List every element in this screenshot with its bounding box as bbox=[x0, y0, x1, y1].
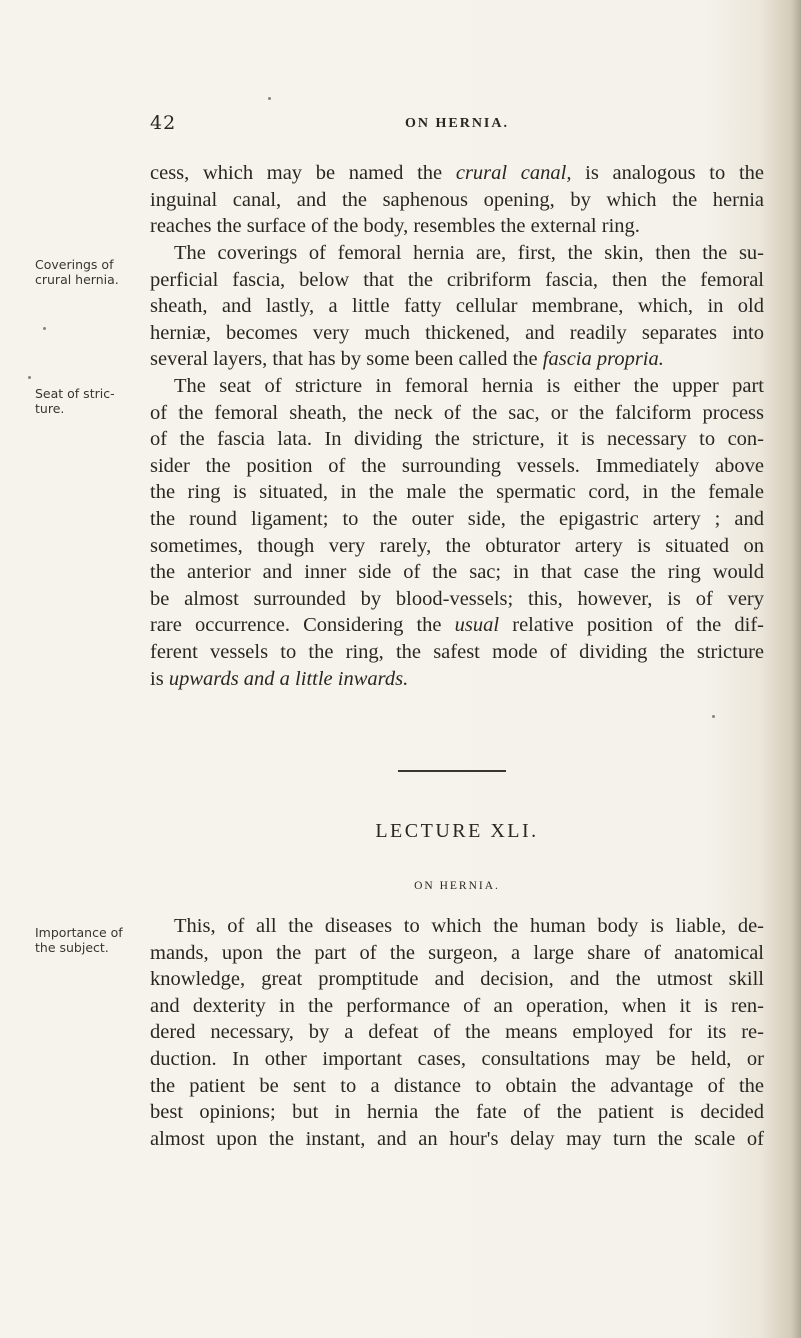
text-line: sider the position of the surrounding vessels. Immediately above bbox=[150, 454, 764, 477]
paper-speck bbox=[43, 327, 46, 330]
text-line: reaches the surface of the body, resembles the external ring. bbox=[150, 215, 640, 238]
running-head: ON HERNIA. bbox=[404, 116, 509, 131]
paragraph-seat-of-stricture bbox=[150, 373, 764, 692]
text-line: This, of all the diseases to which the human body is liable, de- bbox=[174, 915, 764, 937]
lecture-subtitle: ON HERNIA. bbox=[414, 880, 500, 892]
text-line: sheath, and lastly, a little fatty cellular membrane, which, in old bbox=[150, 295, 764, 318]
page-edge-shadow bbox=[791, 0, 801, 1338]
sidenote-seat-of-stricture: Seat of stric- ture. bbox=[35, 386, 115, 416]
text-line: sometimes, though very rarely, the obturator artery is situated on bbox=[150, 534, 764, 557]
text-line: duction. In other important cases, consultations may be held, or bbox=[150, 1047, 764, 1070]
text-line: the patient be sent to a distance to obtain the advantage of the bbox=[150, 1074, 764, 1097]
sidenote-importance: Importance of the subject. bbox=[35, 925, 123, 955]
text-line: several layers, that has by some been called the fascia propria. bbox=[150, 348, 664, 371]
text-line: The coverings of femoral hernia are, first, the skin, then the su- bbox=[174, 242, 764, 264]
sidenote-coverings: Coverings of crural hernia. bbox=[35, 257, 119, 287]
text-line: inguinal canal, and the saphenous opening, by which the hernia bbox=[150, 188, 764, 211]
text-line: cess, which may be named the crural canal, is analogous to the bbox=[150, 162, 764, 184]
text-line: The seat of stricture in femoral hernia is either the upper part bbox=[174, 375, 764, 397]
paragraph-coverings bbox=[150, 240, 764, 373]
text-line: the round ligament; to the outer side, the epigastric artery ; and bbox=[150, 507, 764, 530]
text-line: perficial fascia, below that the cribriform fascia, then the femoral bbox=[150, 268, 764, 291]
text-line: is upwards and a little inwards. bbox=[150, 667, 409, 690]
text-line: knowledge, great promptitude and decision, and the utmost skill bbox=[150, 968, 764, 991]
page-number: 42 bbox=[150, 112, 177, 134]
paragraph-importance bbox=[150, 913, 764, 1152]
paper-speck bbox=[268, 97, 271, 100]
text-line: and dexterity in the performance of an operation, when it is ren- bbox=[150, 994, 764, 1017]
paper-speck bbox=[712, 715, 715, 718]
paper-speck bbox=[28, 376, 31, 379]
text-line: rare occurrence. Considering the usual relative position of the dif- bbox=[150, 614, 764, 637]
text-line: of the femoral sheath, the neck of the sac, or the falciform process bbox=[150, 401, 764, 424]
page-header bbox=[150, 112, 764, 136]
text-line: ferent vessels to the ring, the safest mode of dividing the stricture bbox=[150, 640, 764, 663]
text-line: the anterior and inner side of the sac; in that case the ring would bbox=[150, 561, 764, 584]
text-line: best opinions; but in hernia the fate of the patient is decided bbox=[150, 1101, 764, 1124]
lecture-title: LECTURE XLI. bbox=[375, 820, 539, 842]
text-line: mands, upon the part of the surgeon, a large share of anatomical bbox=[150, 941, 764, 964]
section-divider-rule bbox=[398, 770, 506, 772]
text-line: almost upon the instant, and an hour's delay may turn the scale of bbox=[150, 1127, 764, 1150]
paragraph-crural-canal bbox=[150, 160, 764, 240]
text-line: be almost surrounded by blood-vessels; this, however, is of very bbox=[150, 587, 764, 610]
text-line: herniæ, becomes very much thickened, and readily separates into bbox=[150, 321, 764, 344]
text-line: dered necessary, by a defeat of the means employed for its re- bbox=[150, 1021, 764, 1044]
text-line: of the fascia lata. In dividing the stricture, it is necessary to con- bbox=[150, 428, 764, 451]
text-line: the ring is situated, in the male the spermatic cord, in the female bbox=[150, 481, 764, 504]
